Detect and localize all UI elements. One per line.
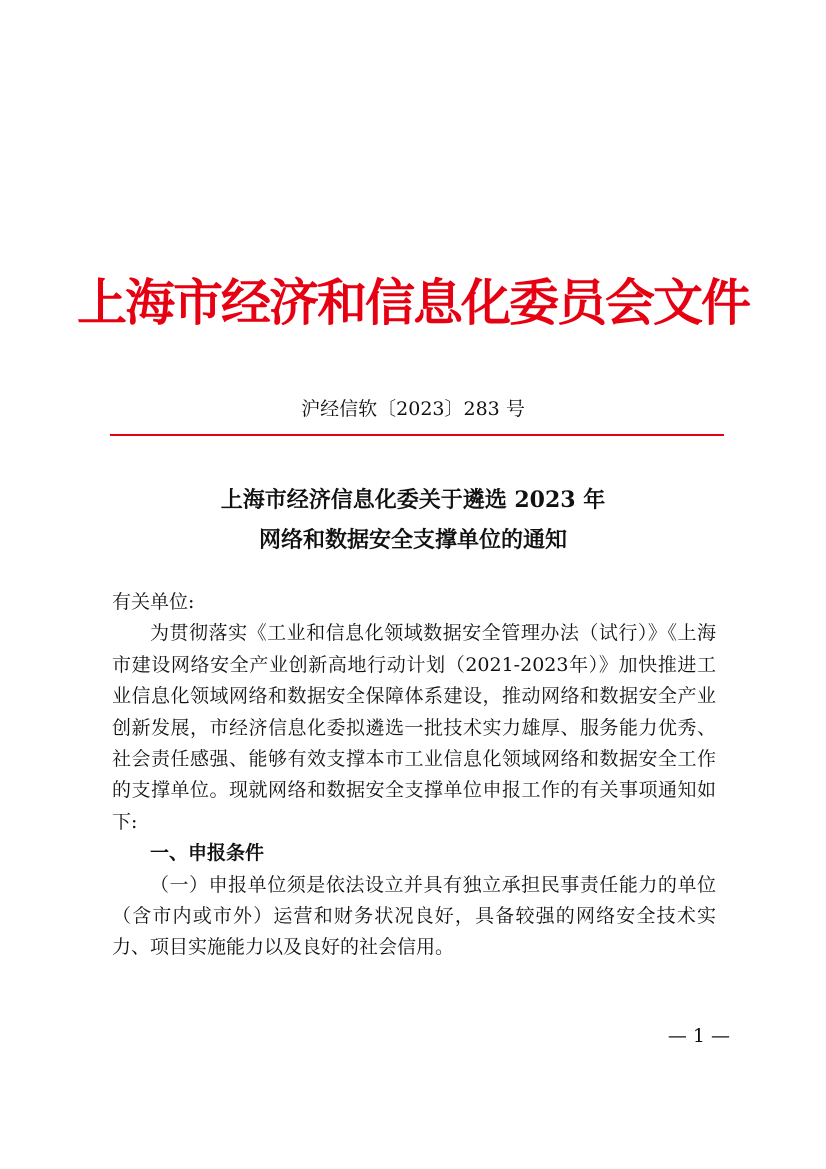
notice-body — [112, 587, 716, 964]
red-separator-line — [110, 434, 724, 436]
notice-title-line-2: 网络和数据安全支撑单位的通知 — [258, 527, 567, 553]
notice-title-line-1: 上海市经济信息化委关于遴选 2023 年 — [220, 487, 606, 513]
page-number: — 1 — — [667, 1025, 730, 1047]
salutation: 有关单位: — [112, 591, 195, 613]
issuing-authority-title: 上海市经济和信息化委员会文件 — [77, 273, 749, 332]
condition-item-1: （一）申报单位须是依法设立并具有独立承担民事责任能力的单位（含市内或市外）运营和财务状况良好，具备较强的网络安全技术实力、项目实施能力以及良好的社会信用。 — [112, 873, 716, 959]
notice-title — [0, 480, 826, 560]
intro-paragraph: 为贯彻落实《工业和信息化领域数据安全管理办法（试行）》《上海市建设网络安全产业创新高地行动计划（2021-2023年）》加快推进工业信息化领域网络和数据安全保障体系建设，推动网络和数据安全产业创新发展，市经济信息化委拟遴选一批技术实力雄厚、服务能力优秀、社会责任感强、能够有效支撑本市工业信息化领域网络和数据安全工作的支撑单位。现就网络和数据安全支撑单位申报工作的有关事项通知如下: — [112, 622, 716, 833]
document-number: 沪经信软〔2023〕283 号 — [301, 398, 525, 420]
section-heading-application-conditions: 一、申报条件 — [150, 842, 265, 865]
